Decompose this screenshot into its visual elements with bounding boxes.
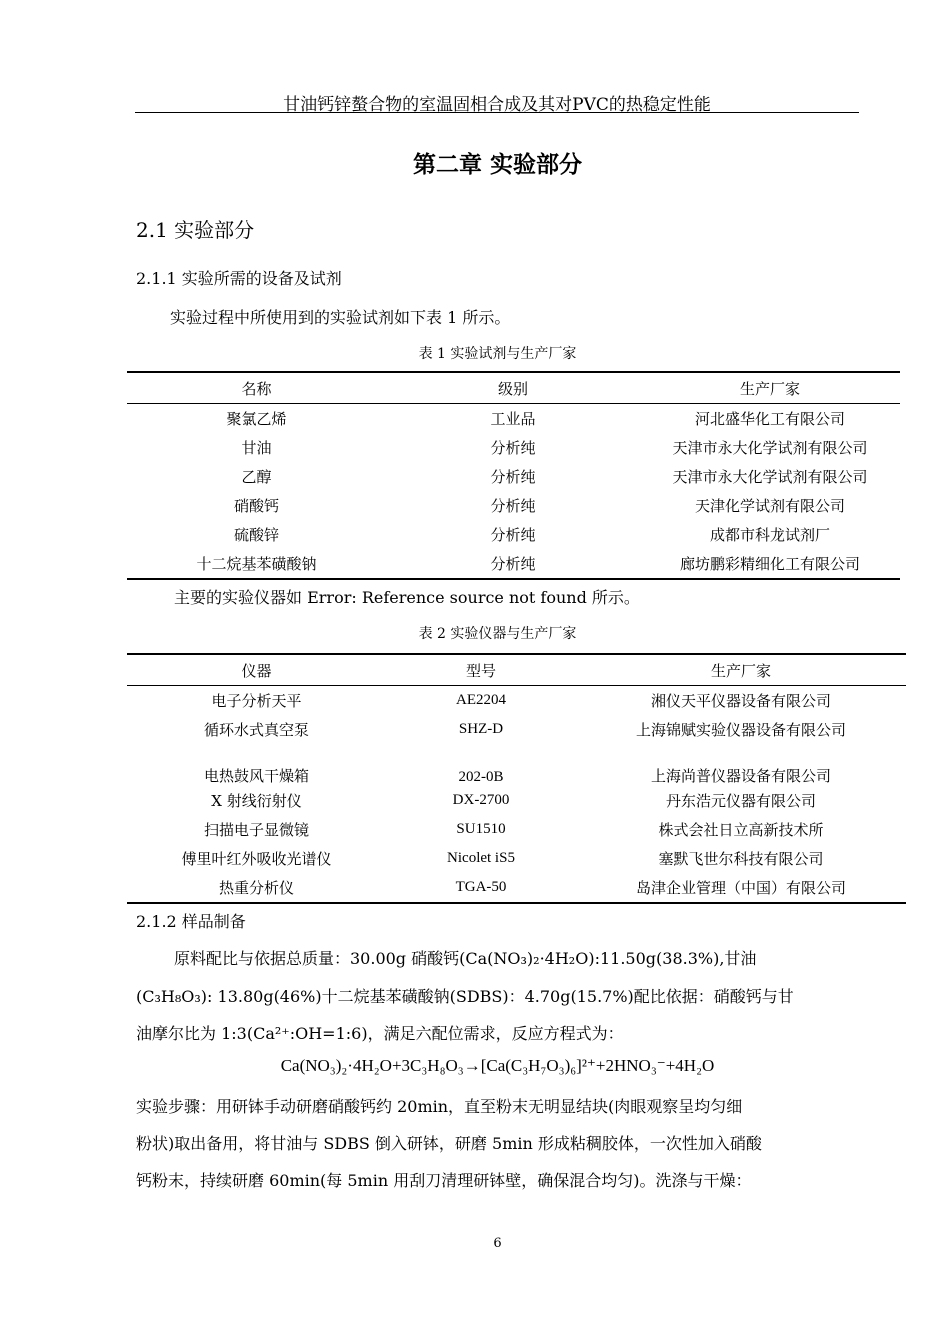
instrument-model: AE2204: [456, 692, 506, 708]
table-row: [127, 815, 906, 844]
reagent-name: 甘油: [241, 439, 272, 457]
table-row: [127, 744, 906, 786]
reagent-grade: 分析纯: [386, 549, 640, 579]
reagent-manufacturer: 河北盛华化工有限公司: [694, 410, 845, 428]
instrument-model: SU1510: [456, 821, 506, 837]
column-header-name: 名称: [127, 372, 386, 404]
instruments-table: [127, 653, 906, 904]
reagent-manufacturer: 廊坊鹏彩精细化工有限公司: [640, 549, 900, 579]
column-header-grade: 级别: [386, 372, 640, 404]
instrument-manufacturer: 湘仪天平仪器设备有限公司: [650, 692, 831, 710]
instrument-manufacturer: 上海锦赋实验仪器设备有限公司: [635, 721, 846, 739]
instrument-model: Nicolet iS5: [447, 850, 515, 866]
paragraph-line: 实验步骤：用研钵手动研磨硝酸钙约 20min，直至粉末无明显结块(肉眼观察呈均匀细: [136, 1097, 743, 1116]
column-header-manufacturer: 生产厂家: [640, 372, 900, 404]
subsection-heading: 2.1.1 实验所需的设备及试剂: [136, 269, 342, 288]
column-header-instrument: 仪器: [127, 654, 386, 686]
running-header: 甘油钙锌螯合物的室温固相合成及其对PVC的热稳定性能: [283, 95, 711, 115]
reagent-grade: 分析纯: [490, 439, 536, 457]
section-heading: 2.1 实验部分: [136, 218, 255, 242]
table2-caption: 表 2 实验仪器与生产厂家: [418, 626, 577, 642]
table-row: [127, 491, 900, 520]
instrument-manufacturer: 塞默飞世尔科技有限公司: [658, 850, 824, 868]
table-row: [127, 462, 900, 491]
instrument-manufacturer: 株式会社日立高新技术所: [658, 821, 824, 839]
reagent-grade: 分析纯: [490, 497, 536, 515]
reaction-equation: Ca(NO₃)₂·4H₂O+3C₃H₈O₃→[Ca(C₃H₇O₃)₆]²⁺+2HNO₃⁻+4H₂O: [280, 1056, 715, 1075]
table-row: [127, 404, 900, 434]
instrument-name: 热重分析仪: [127, 873, 386, 903]
table-header-row: [127, 654, 906, 686]
column-header-manufacturer: 生产厂家: [576, 654, 906, 686]
paragraph-line: 原料配比与依据总质量：30.00g 硝酸钙(Ca(NO₃)₂·4H₂O):11.50g(38.3%),甘油: [174, 949, 757, 968]
instrument-manufacturer: 上海尚普仪器设备有限公司: [650, 767, 831, 785]
reagent-name: 硫酸锌: [233, 526, 279, 544]
instrument-name: 电子分析天平: [211, 692, 302, 710]
reagents-intro: 实验过程中所使用到的实验试剂如下表 1 所示。: [170, 308, 511, 327]
reagent-name: 乙醇: [241, 468, 272, 486]
instrument-name: 傅里叶红外吸收光谱仪: [181, 850, 332, 868]
reagent-name: 硝酸钙: [233, 497, 279, 515]
subsection-heading: 2.1.2 样品制备: [136, 912, 246, 931]
page-number: 6: [493, 1236, 502, 1251]
reagent-manufacturer: 天津市永大化学试剂有限公司: [672, 439, 868, 457]
paragraph-line: (C₃H₈O₃): 13.80g(46%)十二烷基苯磺酸钠(SDBS)：4.70g(15.7%)配比依据：硝酸钙与甘: [136, 987, 794, 1006]
reagents-table: [127, 371, 900, 580]
reagent-grade: 分析纯: [490, 468, 536, 486]
table-row: [127, 520, 900, 549]
chapter-title: 第二章 实验部分: [412, 152, 582, 178]
reagent-manufacturer: 天津化学试剂有限公司: [694, 497, 845, 515]
table-row: [127, 844, 906, 873]
table-row: [127, 715, 906, 744]
paragraph-line: 粉状)取出备用，将甘油与 SDBS 倒入研钵，研磨 5min 形成粘稠胶体，一次性加入硝酸: [136, 1134, 762, 1153]
table-row: [127, 786, 906, 815]
column-header-model: 型号: [386, 654, 576, 686]
instrument-manufacturer: 丹东浩元仪器有限公司: [665, 792, 816, 810]
table-row: [127, 873, 906, 903]
table-row: [127, 549, 900, 579]
reagent-grade: 工业品: [490, 410, 536, 428]
instrument-name: 扫描电子显微镜: [203, 821, 309, 839]
instrument-model: DX-2700: [452, 792, 510, 808]
paragraph-line: 钙粉末，持续研磨 60min(每 5min 用刮刀清理研钵壁，确保混合均匀)。洗涤与干燥：: [136, 1171, 752, 1190]
instrument-name: X 射线衍射仪: [211, 792, 302, 810]
table-row: [127, 433, 900, 462]
instrument-model: SHZ-D: [458, 721, 504, 737]
instrument-manufacturer: 岛津企业管理（中国）有限公司: [576, 873, 906, 903]
table1-caption: 表 1 实验试剂与生产厂家: [418, 346, 577, 362]
header-rule: [135, 112, 859, 113]
table-row: [127, 686, 906, 716]
instrument-model: TGA-50: [386, 873, 576, 903]
instrument-name: 循环水式真空泵: [203, 721, 309, 739]
reagent-name: 聚氯乙烯: [226, 410, 287, 428]
reagent-grade: 分析纯: [490, 526, 536, 544]
instruments-intro: 主要的实验仪器如 Error: Reference source not found 所示。: [174, 588, 640, 607]
paragraph-line: 油摩尔比为 1:3(Ca²⁺:OH=1:6)，满足六配位需求，反应方程式为：: [136, 1024, 624, 1043]
reagent-manufacturer: 天津市永大化学试剂有限公司: [672, 468, 868, 486]
instrument-model: 202-0B: [458, 769, 504, 785]
reagent-manufacturer: 成都市科龙试剂厂: [709, 526, 830, 544]
reagent-name: 十二烷基苯磺酸钠: [127, 549, 386, 579]
instrument-name: 电热鼓风干燥箱: [203, 767, 309, 785]
table-header-row: [127, 372, 900, 404]
